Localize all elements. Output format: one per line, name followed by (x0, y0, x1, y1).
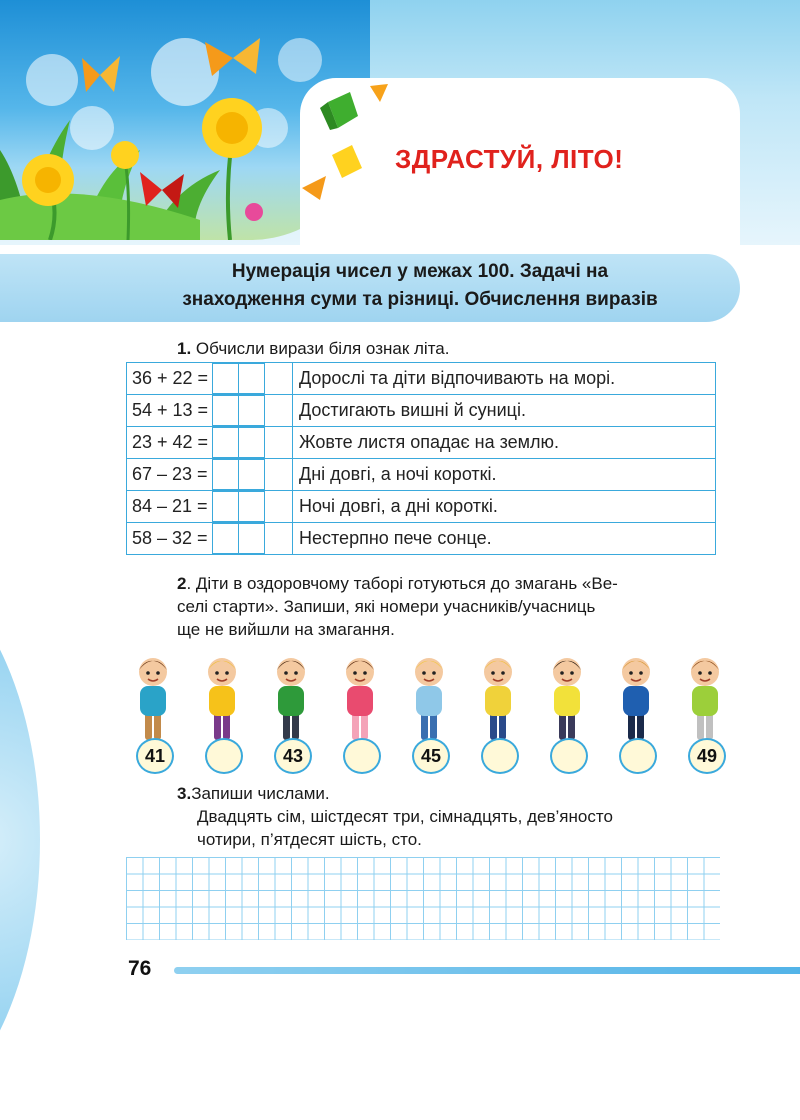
child-figure (608, 652, 664, 772)
answer-box[interactable] (212, 363, 238, 394)
task-3-line-3: чотири, п’ятдесят шість, сто. (197, 830, 422, 849)
answer-box[interactable] (212, 427, 238, 458)
answer-box[interactable] (238, 427, 265, 458)
task-2-line-1: . Діти в оздоровчому таборі готуються до змагань «Ве- (186, 574, 618, 593)
expressions-table (126, 362, 716, 555)
table-row (127, 363, 716, 395)
expression-text: 58 – 32 = (132, 528, 208, 548)
expression-text: 36 + 22 = (132, 368, 209, 388)
answer-box[interactable] (238, 491, 265, 522)
task-1-text: Обчисли вирази біля ознак літа. (195, 339, 450, 358)
child-icon (470, 652, 526, 752)
child-icon (401, 652, 457, 752)
child-icon (194, 652, 250, 752)
summer-sign-cell: Достигають вишні й суниці. (293, 395, 716, 427)
answer-boxes[interactable] (212, 523, 265, 554)
table-row (127, 395, 716, 427)
expression-text: 23 + 42 = (132, 432, 209, 452)
page-title: ЗДРАСТУЙ, ЛІТО! (395, 144, 624, 174)
summer-sign-cell: Жовте листя опадає на землю. (293, 427, 716, 459)
task-3-line-1: Запиши числами. (191, 784, 330, 803)
child-figure (332, 652, 388, 772)
task-2-prompt (177, 572, 618, 641)
expression-cell (127, 459, 293, 491)
expression-text: 67 – 23 = (132, 464, 208, 484)
child-figure (263, 652, 319, 772)
children-row (125, 652, 725, 772)
answer-box[interactable] (238, 363, 265, 394)
number-badge: 43 (274, 738, 312, 774)
task-2-number: 2 (177, 574, 187, 593)
expression-cell (127, 523, 293, 555)
child-figure (539, 652, 595, 772)
summer-sign-cell: Дні довгі, а ночі короткі. (293, 459, 716, 491)
task-3-number: 3. (177, 784, 192, 803)
child-icon (677, 652, 733, 752)
writing-grid[interactable] (126, 857, 720, 940)
task-3-line-2: Двадцять сім, шістдесят три, сімнадцять, дев’яносто (197, 807, 613, 826)
answer-box[interactable] (212, 523, 238, 554)
child-icon (539, 652, 595, 752)
topic-line-2: знаходження суми та різниці. Обчислення виразів (182, 289, 658, 310)
expression-cell (127, 395, 293, 427)
number-badge: 45 (412, 738, 450, 774)
child-icon (608, 652, 664, 752)
table-row (127, 459, 716, 491)
child-icon (263, 652, 319, 752)
child-figure (401, 652, 457, 772)
task-1-prompt (177, 337, 449, 360)
task-1-number: 1. (177, 339, 192, 358)
expression-cell (127, 363, 293, 395)
summer-sign-cell: Дорослі та діти відпочивають на морі. (293, 363, 716, 395)
number-badge: 41 (136, 738, 174, 774)
answer-boxes[interactable] (212, 395, 265, 426)
task-2-line-2: селі старти». Запиши, які номери учасників/учасниць (177, 597, 596, 616)
number-badge[interactable] (343, 738, 381, 774)
child-figure (194, 652, 250, 772)
child-figure (125, 652, 181, 772)
answer-boxes[interactable] (212, 363, 265, 394)
table-row (127, 491, 716, 523)
expression-cell (127, 491, 293, 523)
answer-boxes[interactable] (212, 459, 265, 490)
number-badge[interactable] (619, 738, 657, 774)
page-number: 76 (128, 957, 152, 980)
child-figure (470, 652, 526, 772)
answer-box[interactable] (238, 459, 265, 490)
answer-box[interactable] (212, 491, 238, 522)
table-row (127, 523, 716, 555)
answer-box[interactable] (212, 459, 238, 490)
topic-heading (100, 258, 740, 314)
number-badge[interactable] (481, 738, 519, 774)
answer-box[interactable] (212, 395, 238, 426)
answer-boxes[interactable] (212, 427, 265, 458)
number-badge[interactable] (550, 738, 588, 774)
expression-text: 54 + 13 = (132, 400, 209, 420)
answer-box[interactable] (238, 395, 265, 426)
number-badge: 49 (688, 738, 726, 774)
child-icon (332, 652, 388, 752)
task-3-prompt (177, 782, 613, 851)
geometric-shapes-decoration (0, 0, 800, 245)
number-badge[interactable] (205, 738, 243, 774)
table-row (127, 427, 716, 459)
topic-line-1: Нумерація чисел у межах 100. Задачі на (231, 261, 609, 282)
expression-cell (127, 427, 293, 459)
summer-sign-cell: Нестерпно пече сонце. (293, 523, 716, 555)
child-icon (125, 652, 181, 752)
expression-text: 84 – 21 = (132, 496, 208, 516)
left-edge-decoration (0, 560, 40, 1120)
answer-box[interactable] (238, 523, 265, 554)
footer-line (174, 967, 800, 974)
child-figure (677, 652, 733, 772)
summer-sign-cell: Ночі довгі, а дні короткі. (293, 491, 716, 523)
task-2-line-3: ще не вийшли на змагання. (177, 620, 395, 639)
answer-boxes[interactable] (212, 491, 265, 522)
